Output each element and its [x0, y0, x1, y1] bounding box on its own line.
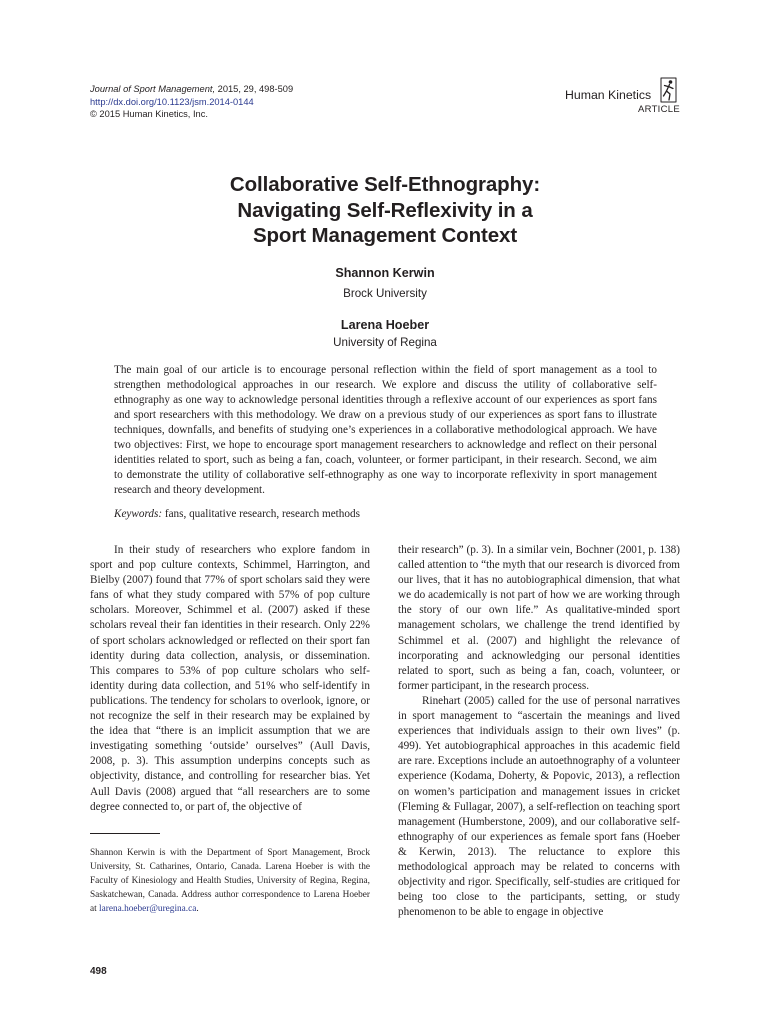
copyright-notice: © 2015 Human Kinetics, Inc.: [90, 109, 208, 119]
footnote-end: .: [196, 904, 199, 914]
article-title: [90, 172, 680, 249]
body-paragraph: In their study of researchers who explore fandom in sport and pop culture contexts, Schimmel, Harrington, and Bielby (2007) found that 77% of sport scholars said they were fans of what they study compared with 57% of pop culture scholars. Moreover, Schimmel et al. (2007) asked if these scholars reveal their fan identities in their research. Only 22% of sport scholars acknowledged or reflected on their sport fan identity during data collection, analysis, or dissemination. This compares to 53% of pop culture scholars who self-identity during data collection, and 51% who self-identify in publications. The tendency for scholars to overlook, ignore, or not recognize the self in their research may be explained by the idea that “there is an implicit assumption that we are investigating something ‘outside’ ourselves” (Aull Davis, 2008, p. 3). This assumption underpins concepts such as objectivity, distance, and controlling for researcher bias. Yet Aull Davis (2008) argued that “all researchers are to some degree connected to, or part of, the objective of: [90, 544, 370, 813]
publisher-block: [565, 74, 680, 115]
article-type-label: ARTICLE: [637, 104, 680, 115]
footnote-divider: [90, 833, 160, 834]
doi-link[interactable]: http://dx.doi.org/10.1123/jsm.2014-0144: [90, 96, 254, 107]
body-paragraph: Rinehart (2005) called for the use of personal narratives in sport management to “ascertain the meanings and lived experiences that individuals assign to their own lives” (p. 499). Yet autobiographical approaches in this academic field are rare. Exceptions include an autoethnography of a volunteer experience (Kodama, Doherty, & Popovic, 2013), a reflection on women’s participation and management issues in cricket (Fleming & Fullagar, 2007), a self-reflection on teaching sport management (Humberstone, 2009), and our collaborative self-ethnography of our experiences as female sport fans (Hoeber & Kerwin, 2013). The reluctance to explore this methodological approach may be related to concerns with objectivity and rigor. Specifically, self-studies are critiqued for being too close to the participants, setting, or study phenomenon to be able to engage in objective: [398, 694, 680, 919]
title-line: Collaborative Self-Ethnography:: [229, 173, 541, 196]
keywords-list: fans, qualitative research, research methods: [162, 508, 360, 520]
author-affiliation: Brock University: [343, 287, 427, 300]
author-name: Shannon Kerwin: [335, 266, 435, 280]
email-link[interactable]: larena.hoeber@uregina.ca: [99, 904, 197, 914]
author-name: Larena Hoeber: [340, 318, 430, 332]
journal-citation: [90, 83, 293, 96]
author-footnote: [90, 846, 370, 916]
title-line: Navigating Self-Reflexivity in a: [237, 198, 533, 222]
journal-volume-pages: 2015, 29, 498-509: [215, 84, 294, 94]
abstract: The main goal of our article is to encourage personal reflection within the field of sport management as a tool to strengthen methodological approaches in our research. We explore and discuss the utility of collaborative self-ethnography as one way to acknowledge personal identities through a reflexive account of our experiences as sport fans and sport researchers with this methodology. We draw on a previous study of our experiences as sport fans to illustrate techniques, downfalls, and benefits of studying one’s experiences in a collaborative methodological approach. We have two objectives: First, we hope to encourage sport management researchers to acknowledge and reflect on their personal identities related to sport, such as being a fan, coach, volunteer, or former participant, in their research. Second, we aim to demonstrate the utility of collaborative self-ethnography as one way to incorporate reflexivity in sport management research and theory development.: [114, 364, 657, 497]
journal-name: Journal of Sport Management,: [90, 84, 216, 94]
body-paragraph: their research” (p. 3). In a similar vein, Bochner (2001, p. 138) called attention to “the myth that our research is divorced from our lives, that it has no autobiographical dimension, that what we do academically is not part of how we are working through the story of our own life.” As qualitative-minded sport management scholars, we challenge the trend identified by Schimmel et al. (2007) and highlight the relevance of incorporating and acknowledging our personal identities related to sport, such as being a fan, coach, volunteer, or former participant, in the research process.: [398, 544, 680, 692]
keywords-label: Keywords:: [114, 508, 163, 520]
journal-header: [90, 83, 293, 121]
running-figure-icon: [656, 74, 680, 104]
publisher-name: Human Kinetics: [565, 88, 652, 102]
keywords: [114, 508, 360, 520]
body-column-left: [90, 543, 370, 815]
author-affiliation: University of Regina: [333, 336, 437, 349]
footnote-text: Shannon Kerwin is with the Department of Sport Management, Brock University, St. Catharines, Ontario, Canada. Larena Hoeber is with the Faculty of Kinesiology and Health Studies, University of Regina, Regina, Saskatchewan, Canada. Address author correspondence to Larena Hoeber at: [90, 848, 370, 914]
page-number: 498: [90, 966, 107, 977]
body-column-right: [398, 543, 680, 920]
title-line: Sport Management Context: [252, 224, 518, 247]
